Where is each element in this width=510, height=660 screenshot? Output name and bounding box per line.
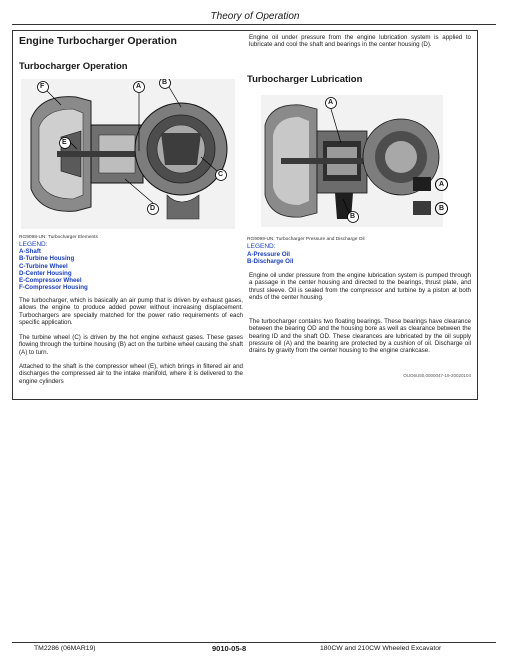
legend-item: B-Turbine Housing xyxy=(19,255,75,263)
turbocharger-elements-figure xyxy=(21,79,235,229)
footer-center: 9010-05-8 xyxy=(212,644,247,653)
footer-rule xyxy=(12,642,496,643)
callout-d: D xyxy=(150,205,156,212)
footer-left: TM2286 (06MAR19) xyxy=(34,645,96,652)
legend-item: E-Compressor Wheel xyxy=(19,277,82,285)
paragraph: Attached to the shaft is the compressor wheel (E), which brings in filtered air and discharges the compressed air to the intake manifold, where it is delivered to the engine cylinders xyxy=(19,363,243,385)
content-frame xyxy=(12,30,478,400)
legend-item: D-Center Housing xyxy=(19,269,72,277)
subsection-heading: Turbocharger Lubrication xyxy=(247,74,363,85)
subsection-heading: Turbocharger Operation xyxy=(19,61,128,72)
legend-item: A-Shaft xyxy=(19,248,41,255)
paragraph: Engine oil under pressure from the engine lubrication system is applied to lubricate and cool the shaft and bearings in the center housing (D). xyxy=(249,34,471,49)
legend-item: B-Discharge Oil xyxy=(247,258,294,266)
callout-e: E xyxy=(62,139,67,146)
callout-f: F xyxy=(40,83,45,90)
legend-item: C-Turbine Wheel xyxy=(19,262,68,270)
paragraph: The turbocharger contains two floating bearings. These bearings have clearance between the bearing OD and the housing bore as well as clearance between the bearing ID and the shaft OD. These clearances are lubricated by the oil supply pressure oil (A) and the bearing are protected by a cushion of oil. Discharge oil drains by gravity from the center housing to the engine crankcase. xyxy=(249,318,471,355)
callout-a-key: A xyxy=(435,178,448,191)
paragraph: The turbocharger, which is basically an air pump that is driven by exhaust gases, allows the engine to produce added power without increasing displacement. Turbochargers are specially matched for the power ratio requirements of each specific application. xyxy=(19,297,243,326)
pressure-oil-swatch xyxy=(413,177,431,191)
legend-title: LEGEND: xyxy=(247,243,276,250)
section-heading: Engine Turbocharger Operation xyxy=(19,35,177,47)
callout-a: A xyxy=(328,99,334,106)
document-id: OUO6U50,0000047-19-20020104 xyxy=(403,373,471,378)
figure-caption: RG9098-UN: Turbocharger Elements xyxy=(19,235,98,240)
discharge-oil-swatch xyxy=(413,201,431,215)
legend-item: A-Pressure Oil xyxy=(247,251,290,258)
callout-b: B xyxy=(350,213,356,220)
header-rule xyxy=(12,24,496,25)
legend-item: F-Compressor Housing xyxy=(19,284,88,292)
page-header-title: Theory of Operation xyxy=(210,11,300,22)
footer-right: 180CW and 210CW Wheeled Excavator xyxy=(320,645,442,652)
paragraph: The turbine wheel (C) is driven by the hot engine exhaust gases. These gases flowing through the turbine housing (B) act on the turbine wheel causing the shaft (A) to turn. xyxy=(19,334,243,356)
legend-title: LEGEND: xyxy=(19,241,48,248)
paragraph: Engine oil under pressure from the engine lubrication system is pumped through a passage in the center housing and directed to the bearings, thrust plate, and thrust sleeve. Oil is sealed from the compressor and turbine by a piston at both ends of the center housing. xyxy=(249,272,471,301)
callout-b-key: B xyxy=(435,202,448,215)
legend-list xyxy=(247,251,293,266)
callout-b: B xyxy=(162,79,168,86)
callout-a: A xyxy=(136,83,142,90)
legend-list xyxy=(19,248,88,292)
figure-caption: RG9099-UN: Turbocharger Pressure and Discharge Oil xyxy=(247,237,365,242)
callout-c: C xyxy=(218,171,224,178)
